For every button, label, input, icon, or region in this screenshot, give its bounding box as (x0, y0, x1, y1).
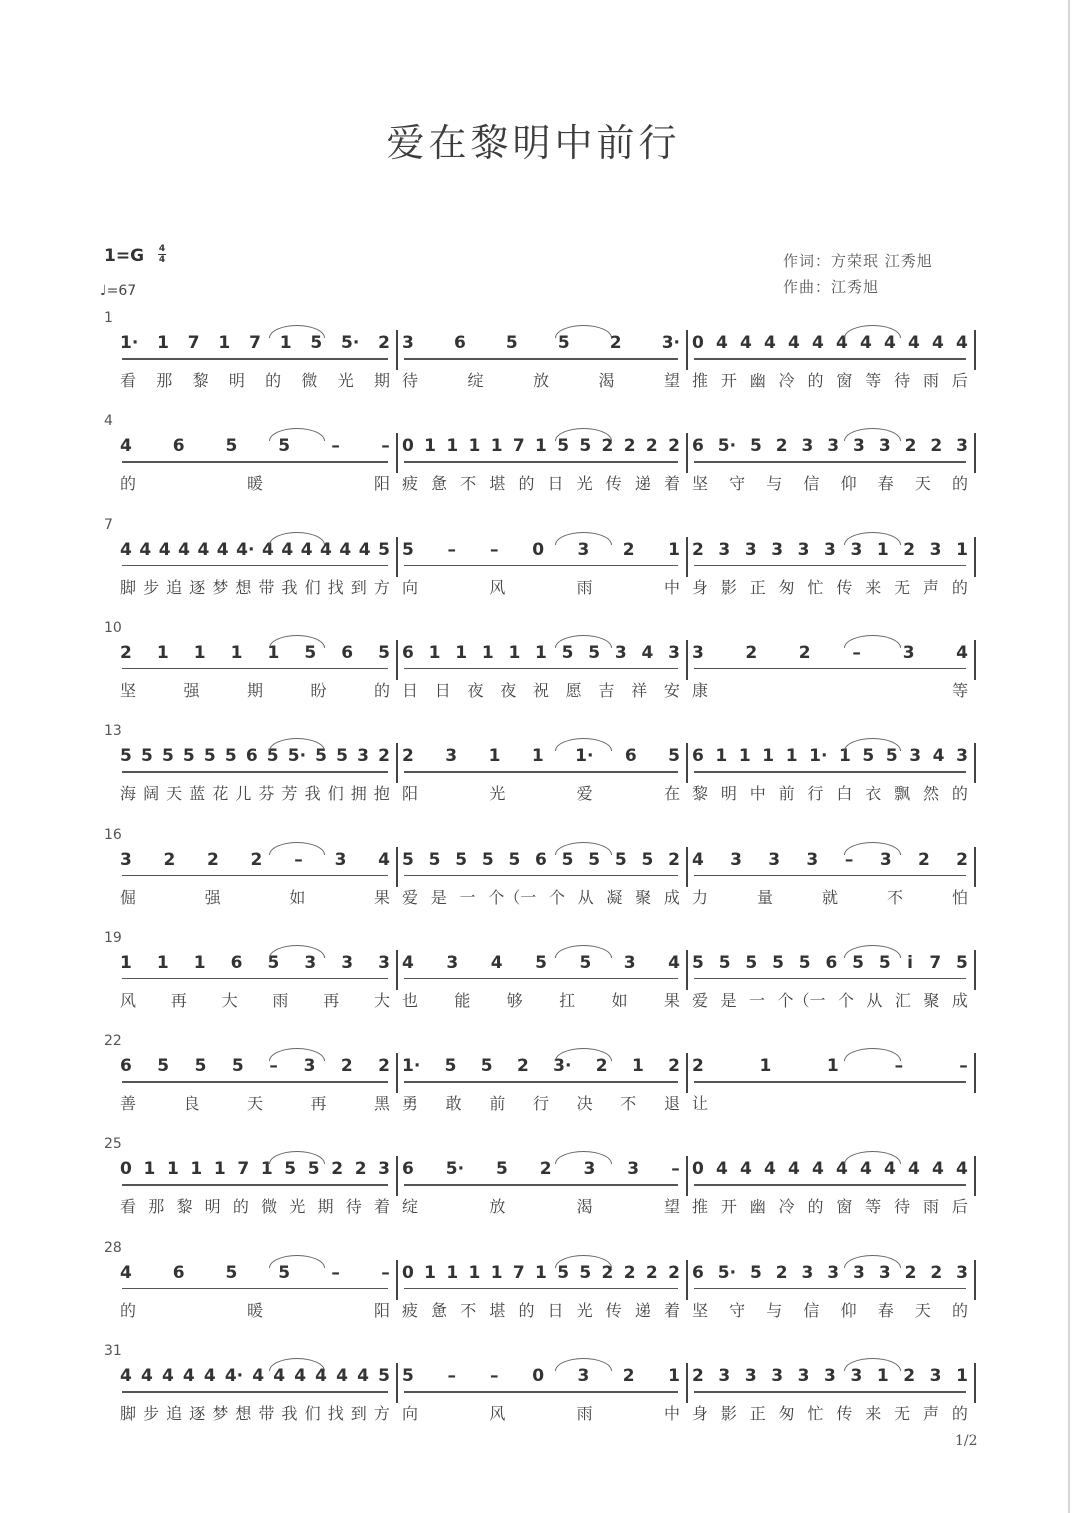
measure-lyrics: 脚 步 追 逐 梦 想 带 我 们 找 到 方 (120, 577, 390, 597)
measure-number: 22 (104, 1033, 122, 1050)
measure-notes: 4 6 5 5 – – (120, 436, 390, 457)
note-beam (694, 565, 966, 567)
barline (396, 330, 398, 370)
measure-lyrics: 勇 敢 前 行 决 不 退 (402, 1094, 680, 1114)
measure-number: 16 (104, 826, 122, 843)
slur-mark (844, 842, 901, 855)
barline (974, 537, 976, 577)
score-system (0, 1136, 1067, 1239)
measure-lyrics: 日 日 夜 夜 祝 愿 吉 祥 安 (402, 680, 680, 700)
measure-lyrics: 倔 强 如 果 (120, 887, 390, 907)
measure-notes: 6 1 1 1 1 1· 1 5 5 3 4 3 (692, 746, 968, 767)
key-signature: 1=G (104, 246, 145, 266)
barline (686, 950, 688, 990)
note-beam (694, 771, 966, 773)
note-beam (122, 358, 388, 360)
slur-mark (269, 1048, 325, 1061)
measure-lyrics: 风 再 大 雨 再 大 (120, 990, 390, 1010)
time-signature-top: 4 (158, 244, 166, 254)
measure-lyrics: 脚 步 追 逐 梦 想 带 我 们 找 到 方 (120, 1404, 390, 1423)
slur-mark (844, 945, 901, 958)
barline (686, 330, 688, 370)
score-system (0, 413, 1067, 516)
measure-lyrics: 身 影 正 匆 忙 传 来 无 声 的 (692, 577, 968, 597)
measure-lyrics: 看 那 黎 明 的 微 光 期 待 着 (120, 1197, 390, 1217)
barline (974, 847, 976, 887)
slur-mark (555, 635, 613, 648)
barline (686, 1156, 688, 1196)
note-beam (694, 1391, 966, 1393)
measure-notes: 2 3 3 3 3 3 3 1 2 3 1 (692, 1366, 968, 1386)
measure-notes: 1· 1 7 1 7 1 5 5· 2 (120, 333, 390, 353)
measure-notes: 3 2 2 – 3 4 (692, 642, 968, 663)
measure-lyrics: 推 开 幽 冷 的 窗 等 待 雨 后 (692, 1197, 968, 1217)
measure-notes: 5 5 5 5 5 6 5 5 i 7 5 (692, 952, 968, 973)
note-beam (404, 875, 678, 877)
measure-lyrics: 的 暖 阳 (120, 1300, 390, 1320)
barline (974, 1156, 976, 1196)
score-system (0, 1033, 1067, 1136)
barline (686, 1363, 688, 1403)
measure-number: 25 (104, 1136, 122, 1153)
measure-lyrics: 海 阔 天 蓝 花 儿 芬 芳 我 们 拥 抱 (120, 784, 390, 804)
score-system (0, 1343, 1067, 1446)
time-signature (158, 244, 166, 265)
score-system (0, 930, 1067, 1033)
song-title: 爱在黎明中前行 (386, 121, 681, 165)
measure-lyrics: 也 能 够 扛 如 果 (402, 990, 680, 1010)
note-beam (404, 461, 678, 463)
measure-lyrics: 疲 惫 不 堪 的 日 光 传 递 着 (402, 1300, 680, 1320)
barline (396, 847, 398, 887)
score-system (0, 620, 1067, 723)
barline (686, 1053, 688, 1093)
measure-notes: 3 2 2 2 – 3 4 (120, 849, 390, 870)
measure-lyrics: 绽 放 渴 望 (402, 1197, 680, 1217)
measure-lyrics: 让 (692, 1094, 709, 1114)
barline (974, 1363, 976, 1403)
slur-mark (844, 532, 901, 545)
slur-mark (844, 1358, 901, 1371)
slur-mark (269, 738, 325, 751)
barline (396, 950, 398, 990)
measure-lyrics: 力 量 就 不 怕 (692, 887, 968, 907)
measure-notes: 4 3 3 3 – 3 2 2 (692, 849, 968, 870)
measure-lyrics: 向 风 雨 中 (402, 1404, 680, 1423)
score-system (0, 723, 1067, 826)
slur-mark (269, 428, 325, 441)
note-beam (122, 461, 388, 463)
note-beam (404, 771, 678, 773)
measure-notes: 4 4 4 4 4 4 4· 4 4 4 4 4 4 5 (120, 539, 390, 560)
slur-mark (555, 532, 613, 545)
measure-notes: 6 5 5 5 – 3 2 2 (120, 1056, 390, 1077)
barline (396, 743, 398, 783)
slur-mark (555, 325, 613, 338)
score-system (0, 517, 1067, 620)
measure-lyrics: 向 风 雨 中 (402, 577, 680, 597)
note-beam (122, 565, 388, 567)
slur-mark (555, 1358, 613, 1371)
note-beam (122, 978, 388, 980)
tempo-marking: ♩=67 (100, 283, 137, 299)
note-beam (694, 358, 966, 360)
barline (974, 1260, 976, 1300)
measure-notes: 0 1 1 1 1 7 1 5 5 2 2 3 (120, 1159, 390, 1180)
measure-number: 7 (104, 516, 113, 533)
note-beam (694, 668, 966, 670)
measure-notes: 5 5 5 5 5 6 5 5 5 5 2 (402, 849, 680, 870)
measure-number: 10 (104, 619, 122, 636)
note-beam (694, 461, 966, 463)
measure-notes: 6 5· 5 2 3 3 3 3 2 2 3 (692, 1262, 968, 1283)
barline (974, 640, 976, 680)
barline (686, 640, 688, 680)
slur-mark (269, 945, 325, 958)
slur-mark (269, 325, 325, 338)
measure-notes: 4 3 4 5 5 3 4 (402, 952, 680, 973)
measure-notes: 5 5 5 5 5 5 6 5 5· 5 5 3 2 (120, 746, 390, 767)
barline (974, 950, 976, 990)
slur-mark (555, 428, 613, 441)
slur-mark (269, 532, 325, 545)
measure-lyrics: 疲 惫 不 堪 的 日 光 传 递 着 (402, 474, 680, 494)
barline (396, 1363, 398, 1403)
time-signature-bottom: 4 (158, 255, 166, 265)
measure-lyrics: 黎 明 中 前 行 白 衣 飘 然 的 (692, 784, 968, 804)
slur-mark (844, 428, 901, 441)
lyricist-credit: 作词：方荣珉 江秀旭 (783, 252, 933, 270)
note-beam (122, 1081, 388, 1083)
barline (396, 1053, 398, 1093)
barline (974, 433, 976, 473)
measure-notes: 0 4 4 4 4 4 4 4 4 4 4 4 (692, 333, 968, 353)
measure-notes: 2 3 3 3 3 3 3 1 2 3 1 (692, 539, 968, 560)
slur-mark (555, 738, 613, 751)
barline (686, 537, 688, 577)
note-beam (404, 1184, 678, 1186)
measure-notes: 0 1 1 1 1 7 1 5 5 2 2 2 2 (402, 436, 680, 457)
slur-mark (844, 738, 901, 751)
note-beam (404, 1288, 678, 1290)
measure-notes: 2 3 1 1 1· 6 5 (402, 746, 680, 767)
note-beam (122, 1391, 388, 1393)
score-system (0, 827, 1067, 930)
slur-mark (844, 1151, 901, 1164)
slur-mark (844, 325, 901, 338)
measure-notes: 5 – – 0 3 2 1 (402, 1366, 680, 1386)
barline (974, 743, 976, 783)
measure-lyrics: 康 等 (692, 680, 968, 700)
measure-number: 28 (104, 1239, 122, 1256)
slur-mark (555, 1151, 613, 1164)
measure-lyrics: 待 绽 放 渴 望 (402, 371, 680, 390)
measure-number: 1 (104, 310, 113, 326)
measure-notes: 4 4 4 4 4 4· 4 4 4 4 4 4 5 (120, 1366, 390, 1386)
slur-mark (555, 842, 613, 855)
barline (396, 537, 398, 577)
barline (396, 1156, 398, 1196)
barline (686, 433, 688, 473)
slur-mark (555, 1048, 613, 1061)
measure-notes: 1· 5 5 2 3· 2 1 2 (402, 1056, 680, 1077)
measure-notes: 6 5· 5 2 3 3 3 3 2 2 3 (692, 436, 968, 457)
measure-notes: 4 6 5 5 – – (120, 1262, 390, 1283)
measure-lyrics: 的 暖 阳 (120, 474, 390, 494)
note-beam (122, 875, 388, 877)
note-beam (122, 771, 388, 773)
note-beam (404, 1081, 678, 1083)
measure-notes: 3 6 5 5 2 3· (402, 333, 680, 353)
measure-lyrics: 爱 是 一 个（一 个 从 汇 聚 成 (692, 990, 968, 1010)
measure-notes: 2 1 1 1 1 5 6 5 (120, 642, 390, 663)
measure-lyrics: 坚 强 期 盼 的 (120, 680, 390, 700)
note-beam (404, 668, 678, 670)
barline (396, 1260, 398, 1300)
measure-number: 31 (104, 1343, 122, 1359)
measure-notes: 6 5· 5 2 3 3 – (402, 1159, 680, 1180)
slur-mark (844, 635, 901, 648)
note-beam (404, 358, 678, 360)
measure-notes: 5 – – 0 3 2 1 (402, 539, 680, 560)
barline (686, 847, 688, 887)
slur-mark (844, 1255, 901, 1268)
score-system (0, 310, 1067, 413)
page-edge (1068, 0, 1070, 1513)
slur-mark (269, 635, 325, 648)
barline (686, 1260, 688, 1300)
barline (396, 640, 398, 680)
score-system (0, 1240, 1067, 1343)
note-beam (694, 1081, 966, 1083)
measure-lyrics: 看 那 黎 明 的 微 光 期 (120, 371, 390, 390)
slur-mark (269, 842, 325, 855)
slur-mark (844, 1048, 901, 1061)
barline (396, 433, 398, 473)
measure-lyrics: 坚 守 与 信 仰 春 天 的 (692, 474, 968, 494)
barline (974, 330, 976, 370)
measure-lyrics: 阳 光 爱 在 (402, 784, 680, 804)
note-beam (694, 875, 966, 877)
measure-notes: 6 1 1 1 1 1 5 5 3 4 3 (402, 642, 680, 663)
slur-mark (555, 945, 613, 958)
measure-lyrics: 善 良 天 再 黑 (120, 1094, 390, 1114)
barline (974, 1053, 976, 1093)
slur-mark (269, 1358, 325, 1371)
measure-notes: 1 1 1 6 5 3 3 3 (120, 952, 390, 973)
measure-lyrics: 身 影 正 匆 忙 传 来 无 声 的 (692, 1404, 968, 1423)
slur-mark (555, 1255, 613, 1268)
measure-number: 13 (104, 723, 122, 740)
note-beam (404, 1391, 678, 1393)
measure-notes: 2 1 1 – – (692, 1056, 968, 1077)
note-beam (694, 1184, 966, 1186)
page-number: 1/2 (955, 1433, 978, 1449)
note-beam (694, 1288, 966, 1290)
note-beam (404, 978, 678, 980)
measure-number: 4 (104, 413, 113, 430)
measure-lyrics: 爱 是 一 个（一 个 从 凝 聚 成 (402, 887, 680, 907)
measure-notes: 0 1 1 1 1 7 1 5 5 2 2 2 2 (402, 1262, 680, 1283)
note-beam (122, 1184, 388, 1186)
note-beam (694, 978, 966, 980)
measure-notes: 0 4 4 4 4 4 4 4 4 4 4 4 (692, 1159, 968, 1180)
composer-credit: 作曲：江秀旭 (783, 278, 880, 296)
measure-lyrics: 坚 守 与 信 仰 春 天 的 (692, 1300, 968, 1320)
note-beam (122, 1288, 388, 1290)
measure-lyrics: 推 开 幽 冷 的 窗 等 待 雨 后 (692, 371, 968, 390)
barline (686, 743, 688, 783)
slur-mark (269, 1151, 325, 1164)
measure-number: 19 (104, 929, 122, 946)
note-beam (122, 668, 388, 670)
slur-mark (269, 1255, 325, 1268)
note-beam (404, 565, 678, 567)
